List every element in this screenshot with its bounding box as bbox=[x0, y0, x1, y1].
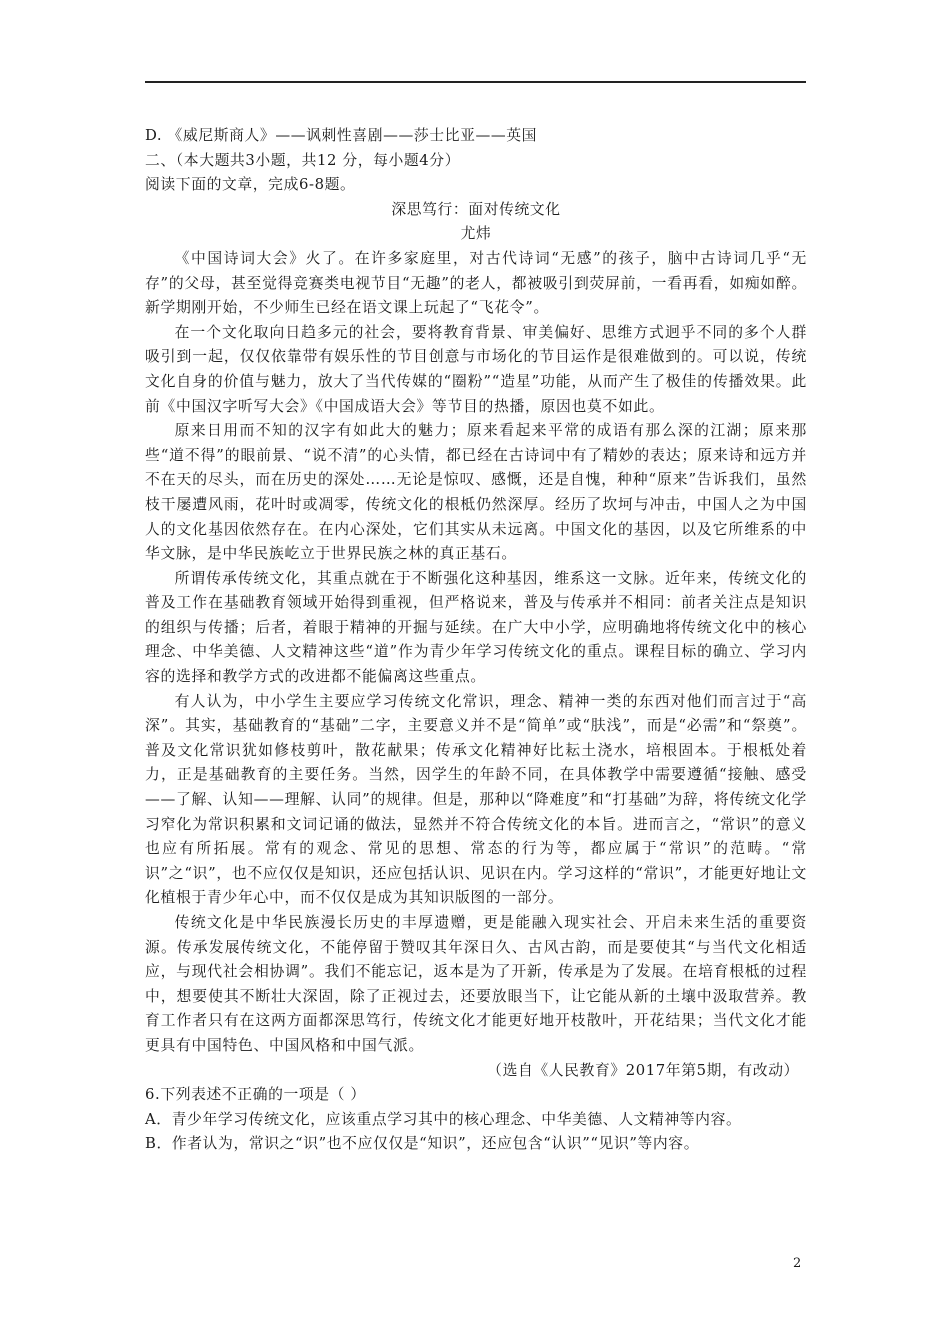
header-rule bbox=[145, 81, 806, 83]
reading-instruction: 阅读下面的文章，完成6-8题。 bbox=[145, 176, 356, 194]
article-paragraph: 在一个文化取向日趋多元的社会，要将教育背景、审美偏好、思维方式迥乎不同的多个人群吸引到一起，仅仅依靠带有娱乐性的节目创意与市场化的节目运作是很难做到的。可以说，传统文化自身的价值与魅力，放大了当代传媒的“圈粉”“造星”功能，从而产生了极佳的传播效果。此前《中国汉字听写大会》《中国成语大会》等节目的热播，原因也莫不如此。 bbox=[145, 323, 807, 415]
article-paragraph: 有人认为，中小学生主要应学习传统文化常识，理念、精神一类的东西对他们而言过于“高深”。其实，基础教育的“基础”二字，主要意义并不是“简单”或“肤浅”，而是“必需”和“祭奠”。普及文化常识犹如修枝剪叶，散花献果；传承文化精神好比耘土浇水，培根固本。于根柢处着力，正是基础教育的主要任务。当然，因学生的年龄不同，在具体教学中需要遵循“接触、感受——了解、认知——理解、认同”的规律。但是，那种以“降难度”和“打基础”为辞，将传统文化学习窄化为常识积累和文词记诵的做法，显然并不符合传统文化的本旨。进而言之，“常识”的意义也应有所拓展。常有的观念、常见的思想、常态的行为等，都应属于“常识”的范畴。“常识”之“识”，也不应仅仅是知识，还应包括认识、见识在内。学习这样的“常识”，才能更好地让文化植根于青少年心中，而不仅仅是成为其知识版图的一部分。 bbox=[145, 692, 807, 907]
question-option-b: B．作者认为，常识之“识”也不应仅仅是“知识”，还应包含“认识”“见识”等内容。 bbox=[145, 1135, 700, 1153]
article-author: 尤炜 bbox=[460, 225, 492, 243]
section-header: 二、（本大题共3小题，共12 分，每小题4分） bbox=[145, 151, 461, 169]
article-paragraph: 所谓传承传统文化，其重点就在于不断强化这种基因，维系这一文脉。近年来，传统文化的普及工作在基础教育领域开始得到重视，但严格说来，普及与传承并不相同：前者关注点是知识的组织与传播；后者，着眼于精神的开掘与延续。在广大中小学，应明确地将传统文化中的核心理念、中华美德、人文精神这些“道”作为青少年学习传统文化的重点。课程目标的确立、学习内容的选择和教学方式的改进都不能偏离这些重点。 bbox=[145, 569, 807, 686]
document-body bbox=[145, 124, 807, 1157]
option-d: D. 《威尼斯商人》——讽刺性喜剧——莎士比亚——英国 bbox=[145, 127, 538, 144]
article-paragraph: 原来日用而不知的汉字有如此大的魅力；原来看起来平常的成语有那么深的江湖；原来那些“道不得”的眼前景、“说不清”的心头情，都已经在古诗词中有了精妙的表达；原来诗和远方并不在天的尽头，而在历史的深处……无论是惊叹、感慨，还是自愧，种种“原来”告诉我们，虽然枝干屡遭风雨，花叶时或凋零，传统文化的根柢仍然深厚。经历了坎坷与冲击，中国人之为中国人的文化基因依然存在。在内心深处，它们其实从未远离。中国文化的基因，以及它所维系的中华文脉，是中华民族屹立于世界民族之林的真正基石。 bbox=[145, 422, 807, 563]
question-option-a: A．青少年学习传统文化，应该重点学习其中的核心理念、中华美德、人文精神等内容。 bbox=[145, 1110, 742, 1128]
article-title: 深思笃行：面对传统文化 bbox=[391, 200, 561, 218]
page-number: 2 bbox=[793, 1256, 802, 1271]
article-paragraph: 传统文化是中华民族漫长历史的丰厚遗赠，更是能融入现实社会、开启未来生活的重要资源。传承发展传统文化，不能停留于赞叹其年深日久、古风古韵，而是要使其“与当代文化相适应，与现代社会相协调”。我们不能忘记，返本是为了开新，传承是为了发展。在培育根柢的过程中，想要使其不断壮大深固，除了正视过去，还要放眼当下，让它能从新的土壤中汲取营养。教育工作者只有在这两方面都深思笃行，传统文化才能更好地开枝散叶，开花结果；当代文化才能更具有中国特色、中国风格和中国气派。 bbox=[145, 914, 807, 1054]
article-source: （选自《人民教育》2017年第5期，有改动） bbox=[487, 1061, 799, 1079]
question-stem: 6.下列表述不正确的一项是（ ） bbox=[145, 1086, 366, 1104]
article-paragraph: 《中国诗词大会》火了。在许多家庭里，对古代诗词“无感”的孩子，脑中古诗词几乎“无存”的父母，甚至觉得竞赛类电视节目“无趣”的老人，都被吸引到荧屏前，一看再看，如痴如醉。新学期刚开始，不少师生已经在语文课上玩起了“飞花令”。 bbox=[145, 249, 807, 317]
